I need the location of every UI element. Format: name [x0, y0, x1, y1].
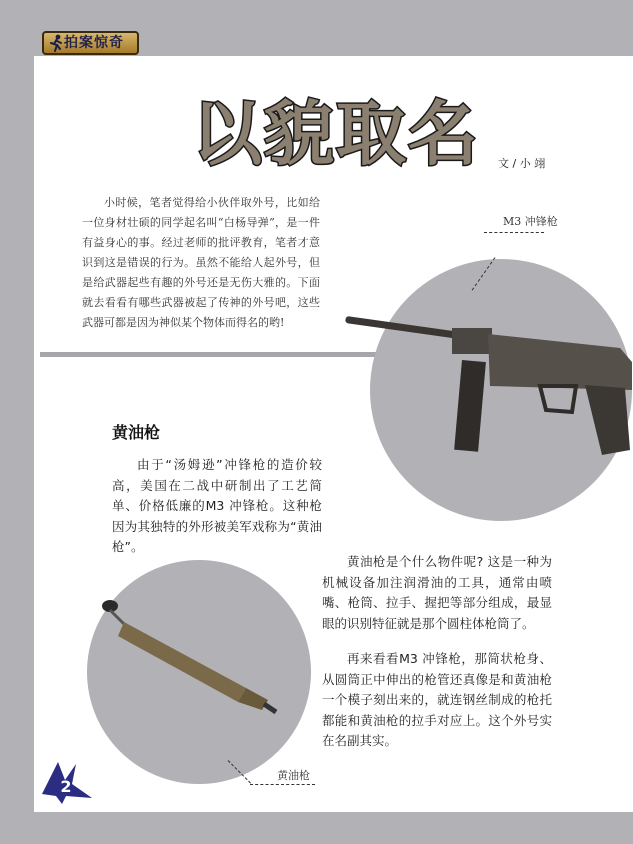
body-paragraph-1: 由于“汤姆逊”冲锋枪的造价较高，美国在二战中研制出了工艺简单、价格低廉的M3 冲锋枪。这种枪因为其独特的外形被美军戏称为“黄油枪”。 — [112, 457, 322, 554]
grease-gun-caption: 黄油枪 — [277, 769, 310, 782]
page-number-badge — [36, 758, 94, 806]
grease-gun-leader-line — [250, 784, 315, 785]
m3-submachine-gun-image — [340, 290, 633, 470]
divider-bar — [40, 352, 390, 357]
body-paragraph-3: 再来看看M3 冲锋枪，那简状枪身、从圆筒正中伸出的枪管还真像是和黄油枪一个模子刻出来的，就连钢丝制成的枪托都能和黄油枪的拉手对应上。这个外号实在名副其实。 — [322, 651, 552, 748]
m3-leader-line — [484, 232, 544, 233]
page-number: 2 — [60, 777, 72, 796]
bottom-frame — [0, 812, 633, 844]
grease-gun-image — [96, 592, 296, 722]
running-figure-icon — [48, 34, 64, 52]
article-title-graphic — [190, 92, 495, 172]
m3-caption: M3 冲锋枪 — [503, 215, 558, 228]
byline: 文 / 小 翊 — [498, 157, 546, 170]
body-paragraph-2: 黄油枪是个什么物件呢? 这是一种为机械设备加注润滑油的工具，通常由喷嘴、枪筒、拉手、握把等部分组成，最显眼的识别特征就是那个圆柱体枪筒了。 — [322, 554, 552, 631]
intro-paragraph: 小时候，笔者觉得给小伙伴取外号，比如给一位身材壮硕的同学起名叫“白杨导弹”，是一件有益身心的事。经过老师的批评教育，笔者才意识到这是错误的行为。虽然不能给人起外号，但是给武器起些有趣的外号还是无伤大雅的。下面就去看看有哪些武器被起了传神的外号吧，这些武器可都是因为神似某个物体而得名的哟! — [82, 196, 320, 329]
section-heading: 黄油枪 — [112, 423, 161, 442]
left-frame — [0, 0, 34, 844]
article-title: 以貌取名 — [192, 93, 480, 172]
column-badge-text: 拍案惊奇 — [64, 35, 124, 51]
column-badge — [42, 31, 139, 55]
